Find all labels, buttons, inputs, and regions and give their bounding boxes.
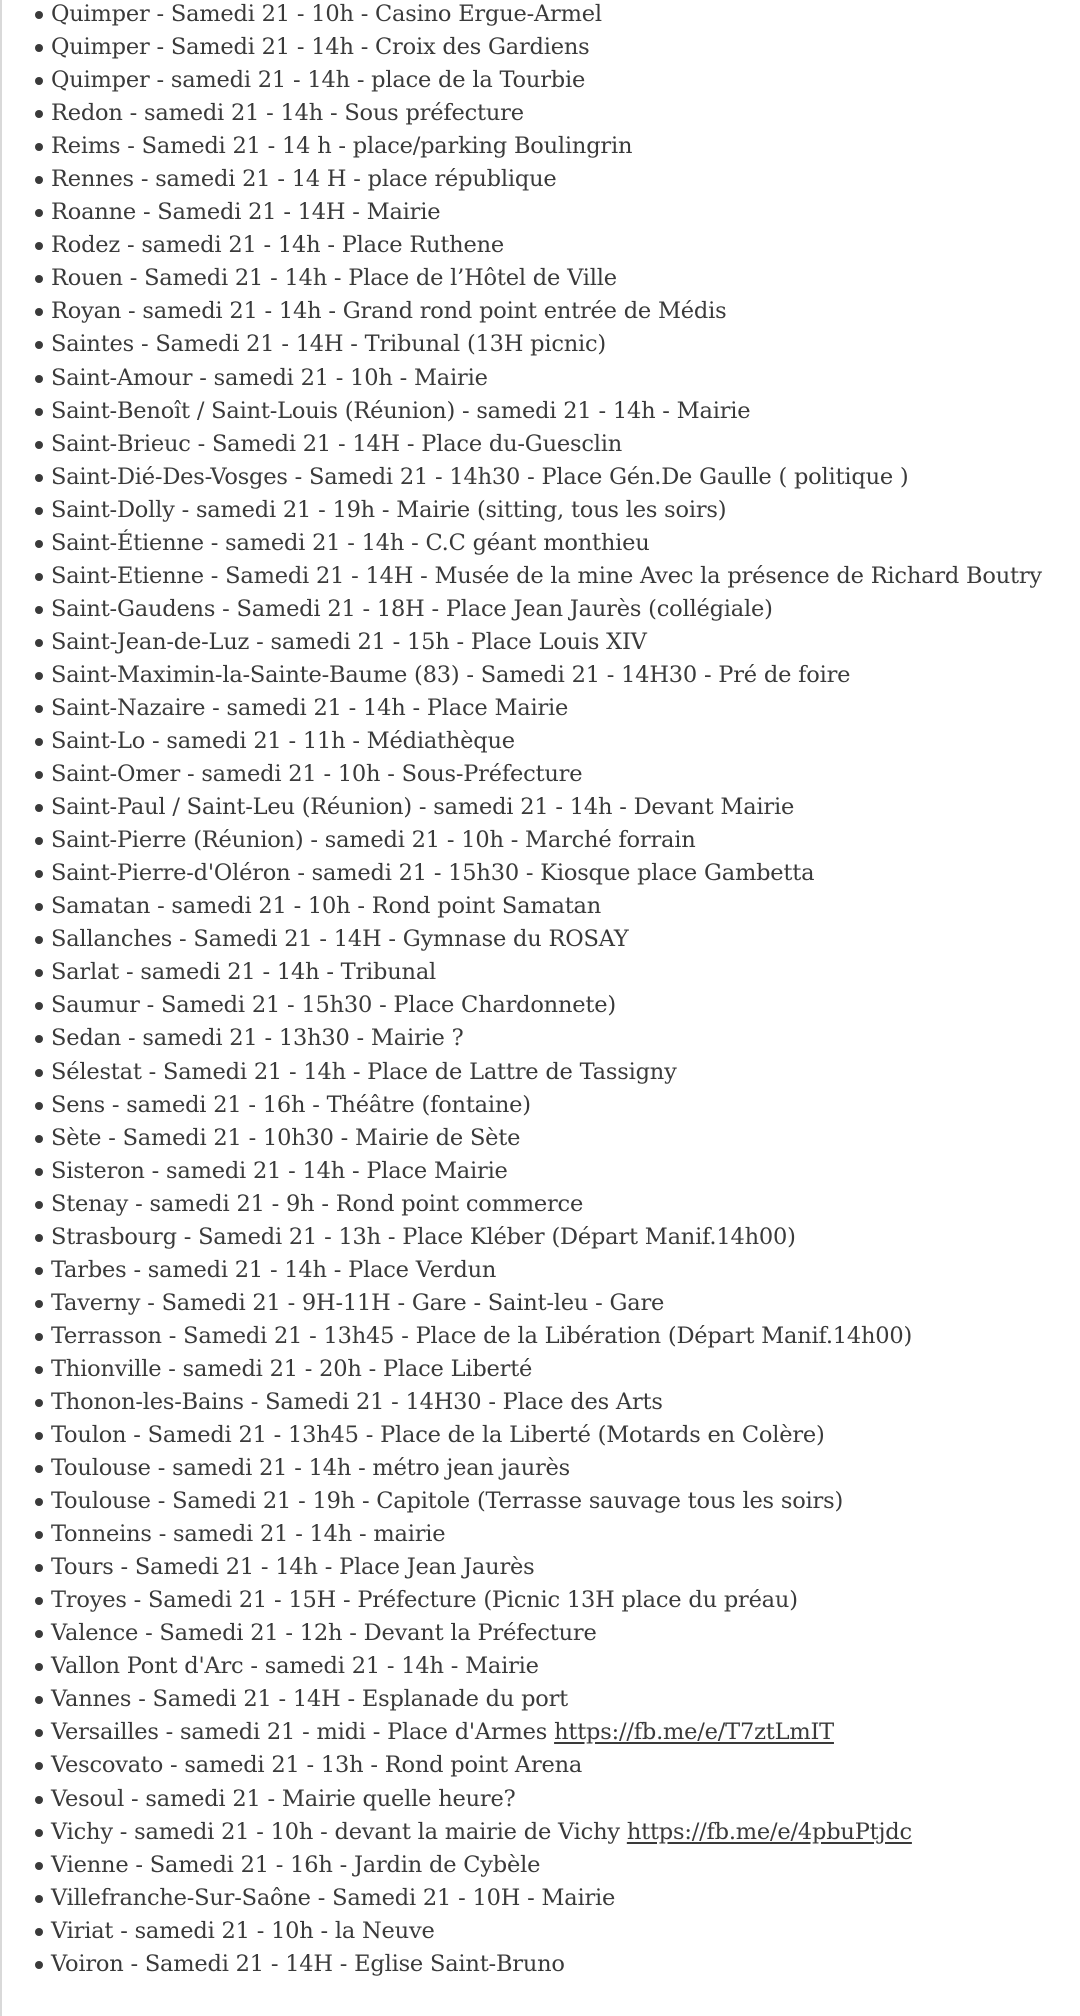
list-item <box>0 1254 1070 1287</box>
event-text: Sedan - samedi 21 - 13h30 - Mairie ? <box>51 1025 464 1052</box>
bullet-icon <box>35 275 43 283</box>
list-item <box>0 1518 1070 1551</box>
list-item <box>0 1551 1070 1584</box>
list-item <box>0 461 1070 494</box>
bullet-icon <box>35 1597 43 1605</box>
bullet-icon <box>35 1729 43 1737</box>
bullet-icon <box>35 771 43 779</box>
list-item <box>0 1882 1070 1915</box>
list-item <box>0 1485 1070 1518</box>
event-link[interactable]: https://fb.me/e/4pbuPtjdc <box>626 1818 912 1845</box>
list-item <box>0 362 1070 395</box>
list-item <box>0 395 1070 428</box>
list-item <box>0 494 1070 527</box>
bullet-icon <box>35 1895 43 1903</box>
event-text: Saint-Paul / Saint-Leu (Réunion) - samedi 21 - 14h - Devant Mairie <box>51 794 795 821</box>
bullet-icon <box>35 1267 43 1275</box>
event-text: Quimper - Samedi 21 - 14h - Croix des Gardiens <box>51 34 590 61</box>
bullet-icon <box>35 1663 43 1671</box>
event-text: Stenay - samedi 21 - 9h - Rond point commerce <box>51 1190 584 1217</box>
bullet-icon <box>35 176 43 184</box>
bullet-icon <box>35 804 43 812</box>
bullet-icon <box>35 1102 43 1110</box>
bullet-icon <box>35 110 43 118</box>
list-item <box>0 1353 1070 1386</box>
bullet-icon <box>35 1498 43 1506</box>
bullet-icon <box>35 1796 43 1804</box>
list-item <box>0 560 1070 593</box>
bullet-icon <box>35 44 43 52</box>
list-item <box>0 1948 1070 1981</box>
event-text: Saint-Nazaire - samedi 21 - 14h - Place Mairie <box>51 694 569 721</box>
list-item <box>0 1849 1070 1882</box>
list-item <box>0 1386 1070 1419</box>
list-item <box>0 1287 1070 1320</box>
event-text: Saintes - Samedi 21 - 14H - Tribunal (13H picnic) <box>51 331 607 358</box>
bullet-icon <box>35 474 43 482</box>
event-text: Rodez - samedi 21 - 14h - Place Ruthene <box>51 232 504 259</box>
list-item <box>0 295 1070 328</box>
event-text: Thonon-les-Bains - Samedi 21 - 14H30 - Place des Arts <box>51 1388 663 1415</box>
bullet-icon <box>35 1135 43 1143</box>
event-text: Saint-Benoît / Saint-Louis (Réunion) - samedi 21 - 14h - Mairie <box>51 397 751 424</box>
bullet-icon <box>35 573 43 581</box>
event-text: Vienne - Samedi 21 - 16h - Jardin de Cybèle <box>51 1851 541 1878</box>
event-text: Samatan - samedi 21 - 10h - Rond point Samatan <box>51 893 602 920</box>
event-text: Taverny - Samedi 21 - 9H-11H - Gare - Saint-leu - Gare <box>51 1289 665 1316</box>
bullet-icon <box>35 1630 43 1638</box>
list-item <box>0 229 1070 262</box>
bullet-icon <box>35 441 43 449</box>
bullet-icon <box>35 1961 43 1969</box>
list-item <box>0 1716 1070 1749</box>
bullet-icon <box>35 1300 43 1308</box>
event-text: Royan - samedi 21 - 14h - Grand rond point entrée de Médis <box>51 298 727 325</box>
event-text: Vannes - Samedi 21 - 14H - Esplanade du port <box>51 1686 569 1713</box>
event-text: Saint-Etienne - Samedi 21 - 14H - Musée de la mine Avec la présence de Richard Boutry <box>51 562 1042 589</box>
list-item <box>0 1915 1070 1948</box>
bullet-icon <box>35 507 43 515</box>
event-text: Sens - samedi 21 - 16h - Théâtre (fontaine) <box>51 1091 531 1118</box>
event-text: Quimper - Samedi 21 - 10h - Casino Ergue-Armel <box>51 1 602 27</box>
event-text: Toulouse - samedi 21 - 14h - métro jean jaurès <box>51 1455 571 1482</box>
bullet-icon <box>35 308 43 316</box>
event-text: Strasbourg - Samedi 21 - 13h - Place Kléber (Départ Manif.14h00) <box>51 1223 796 1250</box>
bullet-icon <box>35 341 43 349</box>
list-item <box>0 758 1070 791</box>
event-text: Tours - Samedi 21 - 14h - Place Jean Jaurès <box>51 1554 535 1581</box>
list-item <box>0 428 1070 461</box>
list-item <box>0 1221 1070 1254</box>
list-item <box>0 64 1070 97</box>
list-item <box>0 725 1070 758</box>
event-text: Viriat - samedi 21 - 10h - la Neuve <box>51 1917 435 1944</box>
bullet-icon <box>35 1333 43 1341</box>
list-item <box>0 659 1070 692</box>
list-item <box>0 1089 1070 1122</box>
bullet-icon <box>35 672 43 680</box>
bullet-icon <box>35 903 43 911</box>
list-item <box>0 1452 1070 1485</box>
bullet-icon <box>35 1696 43 1704</box>
event-text: Vallon Pont d'Arc - samedi 21 - 14h - Mairie <box>51 1653 539 1680</box>
bullet-icon <box>35 1432 43 1440</box>
event-link[interactable]: https://fb.me/e/T7ztLmIT <box>554 1719 834 1746</box>
event-text: Sarlat - samedi 21 - 14h - Tribunal <box>51 959 437 986</box>
bullet-icon <box>35 936 43 944</box>
bullet-icon <box>35 1399 43 1407</box>
bullet-icon <box>35 242 43 250</box>
bullet-icon <box>35 870 43 878</box>
event-text: Sélestat - Samedi 21 - 14h - Place de Lattre de Tassigny <box>51 1058 677 1085</box>
list-item <box>0 1188 1070 1221</box>
bullet-icon <box>35 738 43 746</box>
bullet-icon <box>35 1234 43 1242</box>
event-text: Saint-Jean-de-Luz - samedi 21 - 15h - Place Louis XIV <box>51 628 647 655</box>
event-text: Vesoul - samedi 21 - Mairie quelle heure? <box>51 1785 516 1812</box>
list-item <box>0 791 1070 824</box>
list-item <box>0 989 1070 1022</box>
list-item <box>0 1022 1070 1055</box>
bullet-icon <box>35 1928 43 1936</box>
event-text: Redon - samedi 21 - 14h - Sous préfecture <box>51 100 524 127</box>
event-text: Sisteron - samedi 21 - 14h - Place Mairie <box>51 1157 508 1184</box>
bullet-icon <box>35 705 43 713</box>
list-item <box>0 1320 1070 1353</box>
list-item <box>0 0 1070 31</box>
event-text: Terrasson - Samedi 21 - 13h45 - Place de la Libération (Départ Manif.14h00) <box>51 1322 913 1349</box>
bullet-icon <box>35 1531 43 1539</box>
bullet-icon <box>35 1564 43 1572</box>
list-item <box>0 1419 1070 1452</box>
event-text: Saint-Maximin-la-Sainte-Baume (83) - Samedi 21 - 14H30 - Pré de foire <box>51 661 851 688</box>
event-text: Thionville - samedi 21 - 20h - Place Liberté <box>51 1355 533 1382</box>
event-text: Saint-Dolly - samedi 21 - 19h - Mairie (sitting, tous les soirs) <box>51 496 727 523</box>
list-item <box>0 97 1070 130</box>
event-text: Saint-Brieuc - Samedi 21 - 14H - Place du-Guesclin <box>51 430 623 457</box>
list-item <box>0 923 1070 956</box>
bullet-icon <box>35 1201 43 1209</box>
bullet-icon <box>35 1829 43 1837</box>
bullet-icon <box>35 1465 43 1473</box>
list-item <box>0 527 1070 560</box>
list-item <box>0 1155 1070 1188</box>
list-item <box>0 262 1070 295</box>
list-item <box>0 1617 1070 1650</box>
list-item <box>0 1683 1070 1716</box>
list-item <box>0 1749 1070 1782</box>
bullet-icon <box>35 1762 43 1770</box>
bullet-icon <box>35 837 43 845</box>
event-text: Troyes - Samedi 21 - 15H - Préfecture (Picnic 13H place du préau) <box>51 1587 798 1614</box>
bullet-icon <box>35 1168 43 1176</box>
event-text: Saint-Pierre-d'Oléron - samedi 21 - 15h30 - Kiosque place Gambetta <box>51 860 815 887</box>
event-text: Valence - Samedi 21 - 12h - Devant la Préfecture <box>51 1620 597 1647</box>
bullet-icon <box>35 375 43 383</box>
list-item <box>0 1122 1070 1155</box>
list-item <box>0 1056 1070 1089</box>
list-item <box>0 1783 1070 1816</box>
event-text: Saint-Gaudens - Samedi 21 - 18H - Place Jean Jaurès (collégiale) <box>51 595 773 622</box>
event-text: Rouen - Samedi 21 - 14h - Place de l’Hôtel de Ville <box>51 265 617 292</box>
bullet-icon <box>35 969 43 977</box>
bullet-icon <box>35 11 43 19</box>
list-item <box>0 163 1070 196</box>
event-text: Saint-Omer - samedi 21 - 10h - Sous-Préfecture <box>51 761 583 788</box>
event-text: Toulouse - Samedi 21 - 19h - Capitole (Terrasse sauvage tous les soirs) <box>51 1488 844 1515</box>
list-item <box>0 692 1070 725</box>
bullet-icon <box>35 1366 43 1374</box>
event-text: Saint-Amour - samedi 21 - 10h - Mairie <box>51 364 488 391</box>
event-text: Sallanches - Samedi 21 - 14H - Gymnase du ROSAY <box>51 926 629 953</box>
bullet-icon <box>35 77 43 85</box>
event-text: Roanne - Samedi 21 - 14H - Mairie <box>51 199 441 226</box>
event-text: Quimper - samedi 21 - 14h - place de la Tourbie <box>51 67 586 94</box>
event-text: Tonneins - samedi 21 - 14h - mairie <box>51 1521 446 1548</box>
event-text: Villefranche-Sur-Saône - Samedi 21 - 10H - Mairie <box>51 1884 616 1911</box>
event-text: Saint-Étienne - samedi 21 - 14h - C.C géant monthieu <box>51 529 650 556</box>
bullet-icon <box>35 143 43 151</box>
event-text: Vescovato - samedi 21 - 13h - Rond point Arena <box>51 1752 583 1779</box>
event-text: Saumur - Samedi 21 - 15h30 - Place Chardonnete) <box>51 992 616 1019</box>
bullet-icon <box>35 1862 43 1870</box>
event-text: Toulon - Samedi 21 - 13h45 - Place de la Liberté (Motards en Colère) <box>51 1422 825 1449</box>
bullet-icon <box>35 540 43 548</box>
bullet-icon <box>35 639 43 647</box>
bullet-icon <box>35 1069 43 1077</box>
list-item <box>0 626 1070 659</box>
list-item <box>0 824 1070 857</box>
event-text: Voiron - Samedi 21 - 14H - Eglise Saint-Bruno <box>51 1950 565 1977</box>
list-item <box>0 956 1070 989</box>
event-text: Saint-Lo - samedi 21 - 11h - Médiathèque <box>51 728 515 755</box>
event-text: Versailles - samedi 21 - midi - Place d'Armes <box>51 1719 555 1746</box>
bullet-icon <box>35 408 43 416</box>
event-text: Rennes - samedi 21 - 14 H - place république <box>51 166 557 193</box>
event-text: Tarbes - samedi 21 - 14h - Place Verdun <box>51 1256 497 1283</box>
bullet-icon <box>35 1002 43 1010</box>
event-text: Saint-Pierre (Réunion) - samedi 21 - 10h - Marché forrain <box>51 827 696 854</box>
event-text: Vichy - samedi 21 - 10h - devant la mairie de Vichy <box>51 1818 627 1845</box>
event-text: Sète - Samedi 21 - 10h30 - Mairie de Sète <box>51 1124 521 1151</box>
bullet-icon <box>35 606 43 614</box>
list-item <box>0 31 1070 64</box>
list-item <box>0 1650 1070 1683</box>
list-item <box>0 1816 1070 1849</box>
bullet-icon <box>35 209 43 217</box>
list-item <box>0 593 1070 626</box>
list-item <box>0 1584 1070 1617</box>
list-item <box>0 857 1070 890</box>
list-item <box>0 130 1070 163</box>
event-text: Reims - Samedi 21 - 14 h - place/parking Boulingrin <box>51 133 633 160</box>
bullet-icon <box>35 1035 43 1043</box>
event-text: Saint-Dié-Des-Vosges - Samedi 21 - 14h30 - Place Gén.De Gaulle ( politique ) <box>51 463 909 490</box>
list-item <box>0 328 1070 361</box>
list-item <box>0 890 1070 923</box>
list-item <box>0 196 1070 229</box>
